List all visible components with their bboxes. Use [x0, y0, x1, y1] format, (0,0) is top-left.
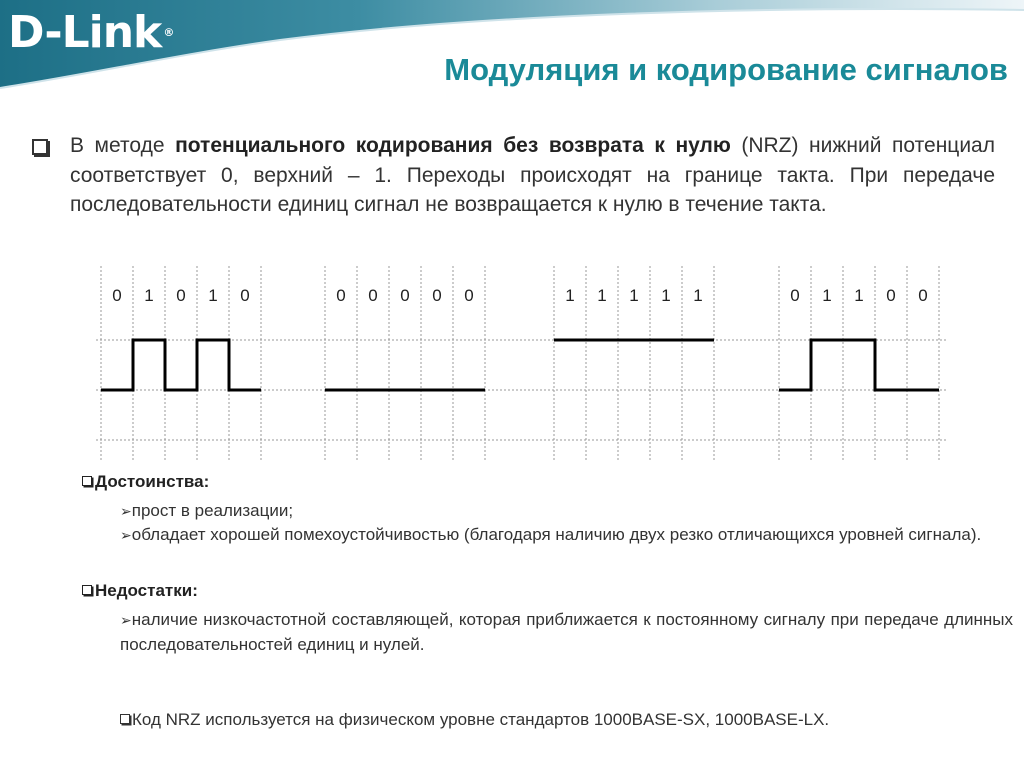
- bit-label: 0: [400, 286, 410, 305]
- intro-text: В методе потенциального кодирования без возврата к нулю (NRZ) нижний потенциал соответствует 0, верхний – 1. Переходы происходят на границе такта. При передаче последовательности единиц сигнал не возвращается к нулю в течение такта.: [70, 134, 995, 216]
- checkbox-bullet-icon: [32, 139, 48, 155]
- intro-paragraph: [40, 131, 995, 220]
- bit-label: 1: [854, 286, 864, 305]
- bit-label: 0: [176, 286, 186, 305]
- advantage-item: ➢обладает хорошей помехоустойчивостью (благодаря наличию двух резко отличающихся уровней сигнала).: [120, 525, 982, 544]
- dlink-logo: D-Link ®: [8, 7, 175, 58]
- bit-label: 0: [790, 286, 800, 305]
- arrow-bullet-icon: ➢: [120, 613, 132, 629]
- bit-label: 0: [112, 286, 122, 305]
- nrz-signal-diagram: [96, 266, 946, 460]
- bit-label: 1: [629, 286, 639, 305]
- checkbox-bullet-icon: [120, 714, 130, 724]
- bit-label: 0: [918, 286, 928, 305]
- nrz-signal-trace: [101, 340, 261, 390]
- header-banner: [0, 0, 1024, 90]
- bit-label: 0: [336, 286, 346, 305]
- disadvantage-item: ➢наличие низкочастотной составляющей, которая приближается к постоянному сигналу при передаче длинных последовательностей единиц и нулей.: [120, 610, 1013, 654]
- bit-label: 0: [464, 286, 474, 305]
- bit-label: 1: [822, 286, 832, 305]
- bit-label: 1: [597, 286, 607, 305]
- checkbox-bullet-icon: [82, 585, 92, 595]
- checkbox-bullet-icon: [82, 476, 92, 486]
- nrz-usage-note: Код NRZ используется на физическом уровне стандартов 1000BASE-SX, 1000BASE-LX.: [120, 708, 1013, 732]
- bit-label: 1: [693, 286, 703, 305]
- bit-label: 0: [432, 286, 442, 305]
- nrz-signal-trace: [779, 340, 939, 390]
- bit-label: 1: [565, 286, 575, 305]
- advantage-item: ➢прост в реализации;: [120, 501, 294, 520]
- advantages-heading: Достоинства:: [82, 472, 209, 492]
- bit-label: 0: [886, 286, 896, 305]
- slide-title: Модуляция и кодирование сигналов: [444, 52, 1008, 87]
- bit-label: 1: [208, 286, 218, 305]
- arrow-bullet-icon: ➢: [120, 504, 132, 520]
- bit-label: 0: [240, 286, 250, 305]
- arrow-bullet-icon: ➢: [120, 528, 132, 544]
- disadvantages-heading: Недостатки:: [82, 581, 198, 601]
- bit-label: 0: [368, 286, 378, 305]
- intro-bold-term: потенциального кодирования без возврата к нулю: [175, 134, 731, 157]
- bit-label: 1: [144, 286, 154, 305]
- bit-label: 1: [661, 286, 671, 305]
